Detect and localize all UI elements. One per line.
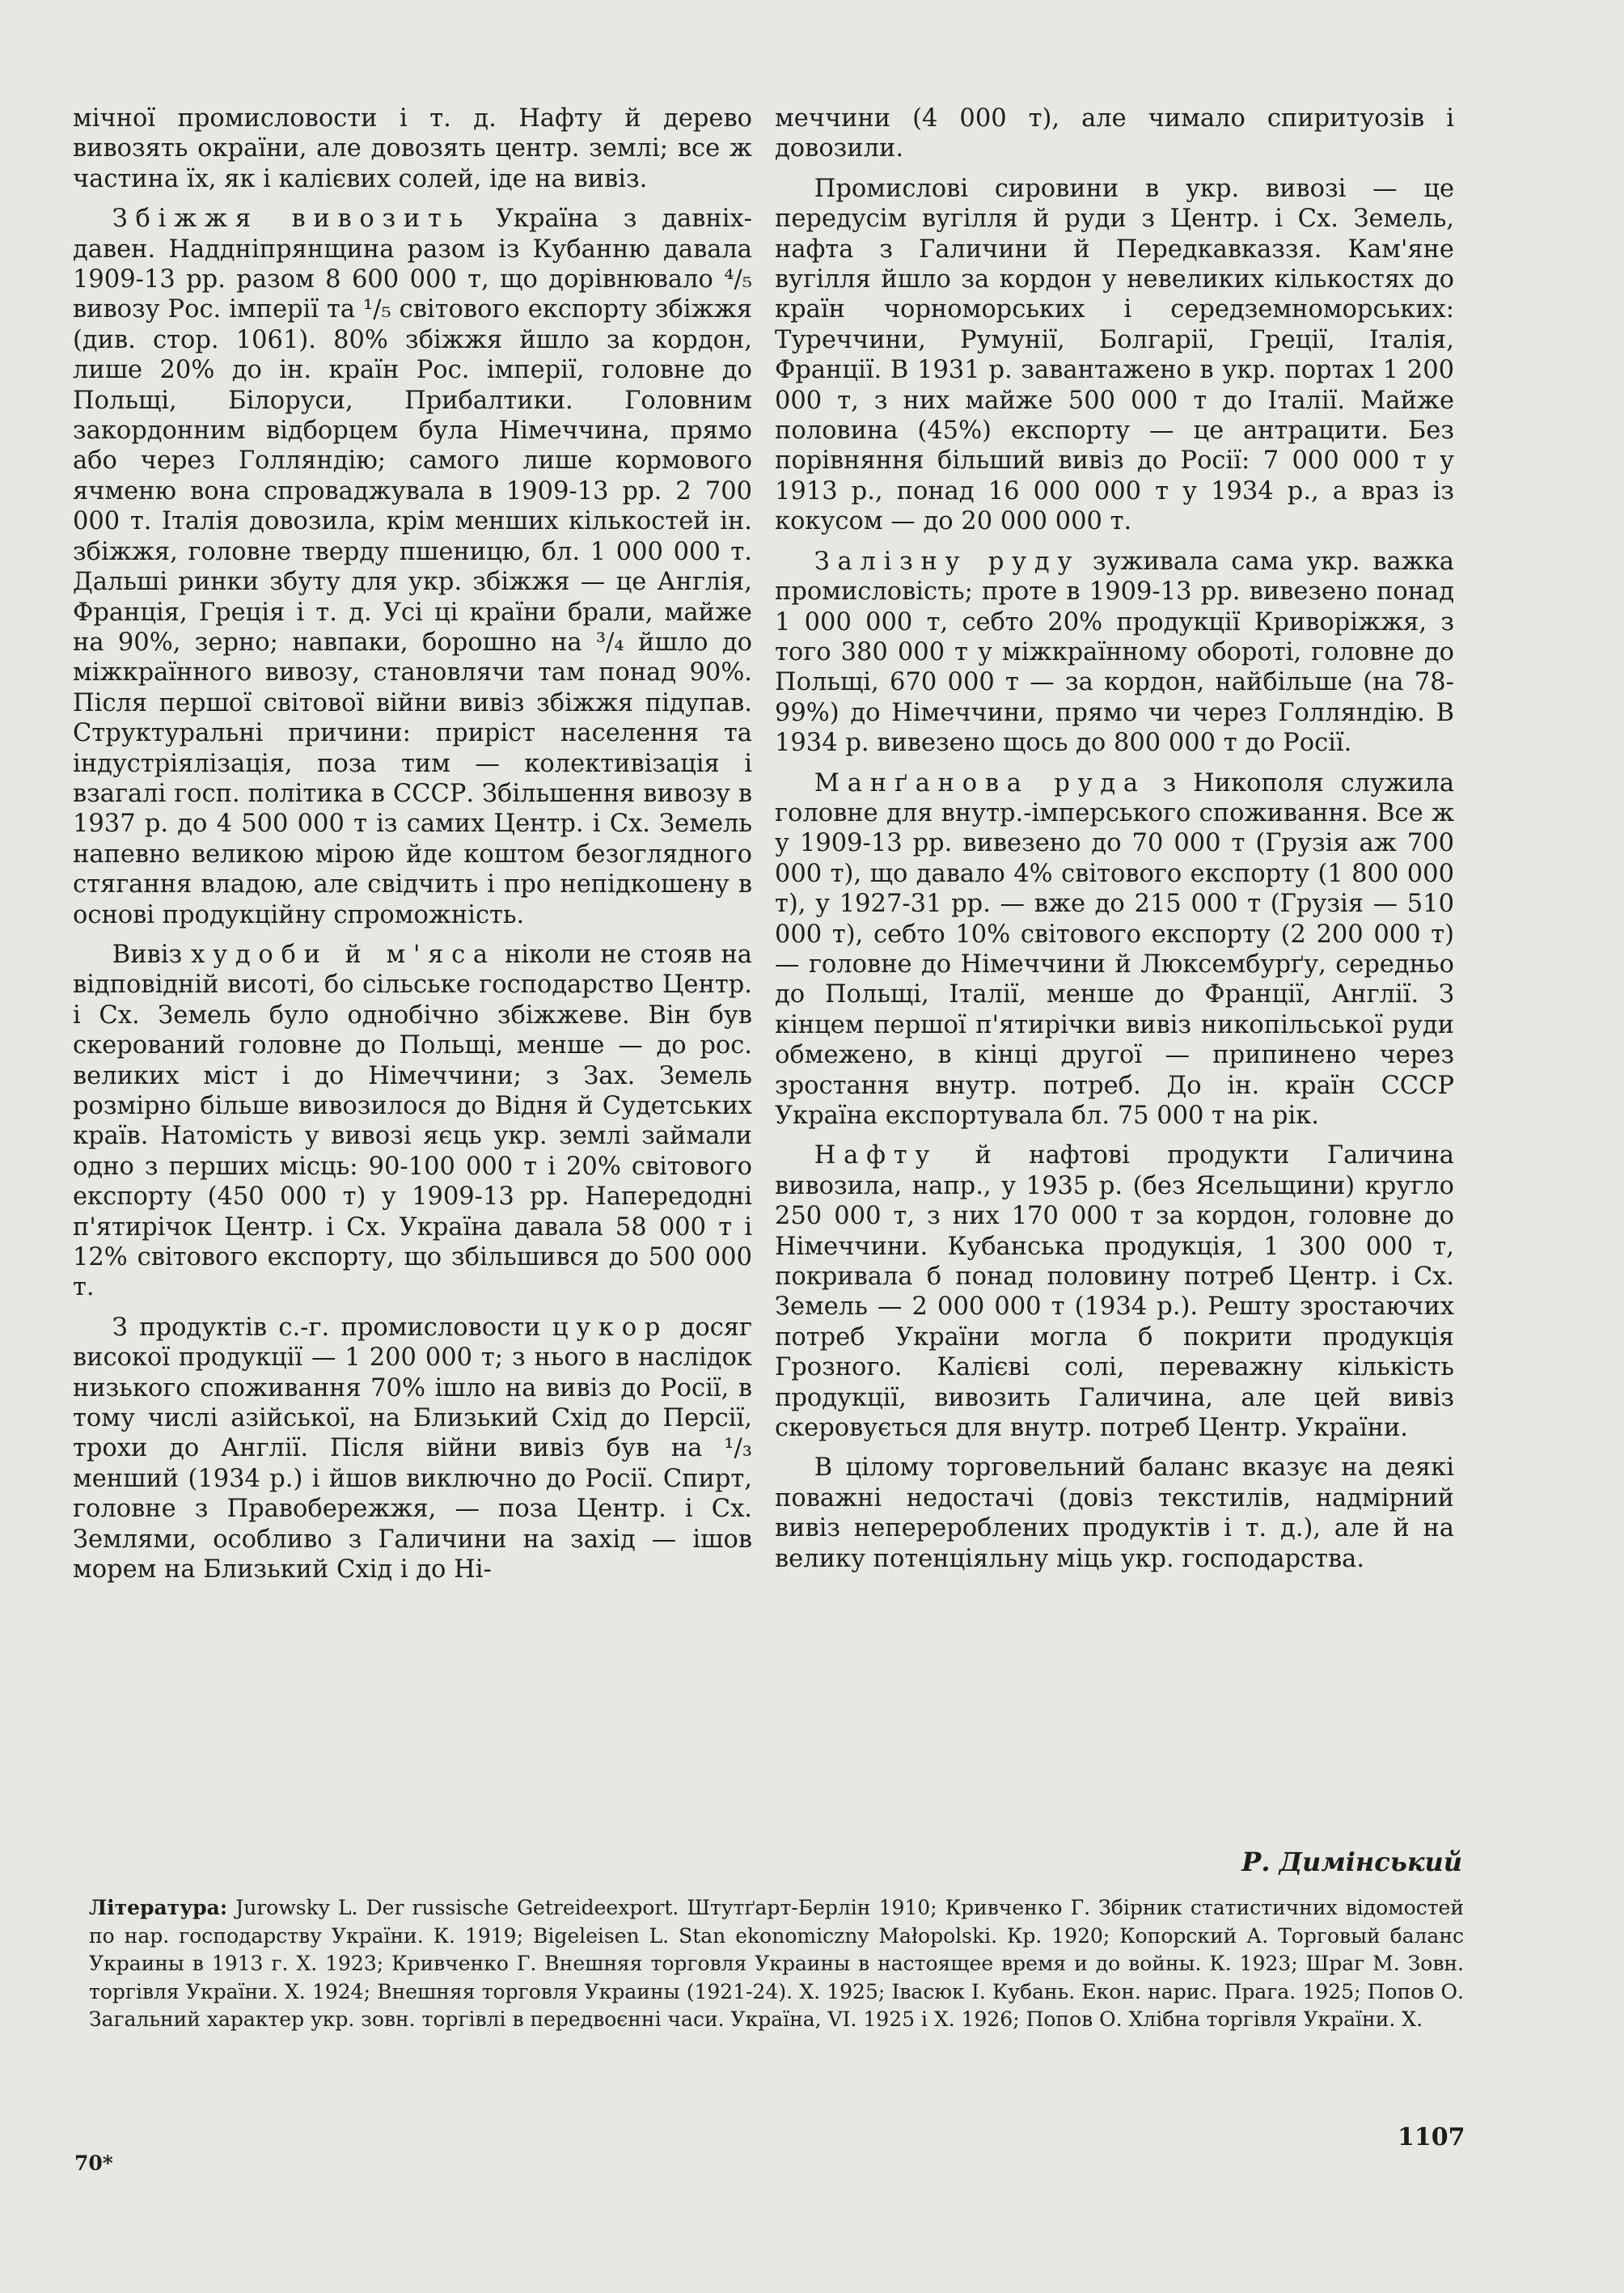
- paragraph: В цілому торговельний баланс вказує на деякі поважні недостачі (довіз текстилів, надмірний вивіз неперероблених продуктів і т. д.), але й на велику потенціяльну міць укр. господарства.: [775, 1453, 1454, 1573]
- spaced-term: Збіжжя вивозить: [112, 205, 471, 234]
- right-column: [775, 104, 1454, 1584]
- references-text: Jurowsky L. Der russische Getreideexport. Штутґарт-Берлін 1910; Кривченко Г. Збірник статистичних відомостей по нар. господарству України. К. 1919; Bigeleisen L. Stan ekonomiczny Małopolski. Кр. 1920; Копорский А. Торговый баланс Украины в 1913 г. Х. 1923; Кривченко Г. Внешняя торговля Украины в настоящее время и до войны. К. 1923; Шраг М. Зовн. торгівля України. Х. 1924; Внешняя торговля Украины (1921-24). Х. 1925; Івасюк І. Кубань. Екон. нарис. Прага. 1925; Попов О. Загальний характер укр. зовн. торгівлі в передвоєнні часи. Україна, VI. 1925 і Х. 1926; Попов О. Хлібна торгівля України. Х.: [89, 1896, 1465, 2032]
- left-column: [73, 104, 752, 1595]
- page-number: 1107: [1398, 2123, 1465, 2151]
- spaced-term: цукор: [552, 1313, 669, 1342]
- spaced-term: Манґанова руда: [814, 768, 1146, 797]
- paragraph: Манґанова руда з Никополя служила головне для внутр.-імперського споживання. Все ж у 1909-13 рр. вивезено до 70 000 т (Грузія аж 700 000 т), що давало 4% світового експорту (1 800 000 т), у 1927-31 рр. — вже до 215 000 т (Грузія — 510 000 т), себто 10% світового експорту (2 200 000 т) — головне до Німеччини й Люксембурґу, середньо до Польщі, Італії, менше до Франції, Англії. З кінцем першої п'ятирічки вивіз никопільської руди обмежено, в кінці другої — припинено через зростання внутр. потреб. До ін. країн СССР Україна експортувала бл. 75 000 т на рік.: [775, 768, 1455, 1130]
- author-signature: Р. Димінський: [1241, 1847, 1462, 1877]
- references: [89, 1894, 1464, 2034]
- spaced-term: Залізну руду: [814, 547, 1081, 576]
- spaced-term: Нафту: [814, 1141, 938, 1170]
- paragraph: Промислові сировини в укр. вивозі — це передусім вугілля й руди з Центр. і Сх. Земель, нафта з Галичини й Передкавказзя. Кам'яне вугілля йшло за кордон у невеликих кількостях до країн чорноморських і середземноморських: Туреччини, Румунії, Болгарії, Греції, Італія, Франції. В 1931 р. завантажено в укр. портах 1 200 000 т, з них майже 500 000 т до Італії. Майже половина (45%) експорту — це антрацити. Без порівняння більший вивіз до Росії: 7 000 000 т у 1913 р., понад 16 000 000 т у 1934 р., а враз із кокусом — до 20 000 000 т.: [775, 174, 1454, 536]
- paragraph: Залізну руду зуживала сама укр. важка промисловість; проте в 1909-13 рр. вивезено понад 1 000 000 т, себто 20% продукції Криворіжжя, з того 380 000 т у міжкраїнному обороті, головне до Польщі, 670 000 т — за кордон, найбільше (на 78-99%) до Німеччини, прямо чи через Голляндію. В 1934 р. вивезено щось до 800 000 т до Росії.: [775, 547, 1454, 758]
- paragraph: Нафту й нафтові продукти Галичина вивозила, напр., у 1935 р. (без Ясельщини) кругло 250 000 т, з них 170 000 т за кордон, головне до Німеччини. Кубанська продукція, 1 300 000 т, покривала б понад половину потреб Центр. і Сх. Земель — 2 000 000 т (1934 р.). Решту зростаючих потреб України могла б покрити продукція Грозного. Калієві солі, переважну кількість продукції, вивозить Галичина, але цей вивіз скеровується для внутр. потреб Центр. України.: [775, 1141, 1454, 1443]
- paragraph: Збіжжя вивозить Україна з давніх-давен. Наддніпрянщина разом із Кубанню давала 1909-13 рр. разом 8 600 000 т, що дорівнювало ⁴/₅ вивозу Рос. імперії та ¹/₅ світового експорту збіжжя (див. стор. 1061). 80% збіжжя йшло за кордон, лише 20% до ін. країн Рос. імперії, головне до Польщі, Білоруси, Прибалтики. Головним закордонним відборцем була Німеччина, прямо або через Голляндію; самого лише кормового ячменю вона спроваджувала в 1909-13 рр. 2 700 000 т. Італія довозила, крім менших кількостей ін. збіжжя, головне тверду пшеницю, бл. 1 000 000 т. Дальші ринки збуту для укр. збіжжя — це Англія, Франція, Греція і т. д. Усі ці країни брали, майже на 90%, зерно; навпаки, борошно на ³/₄ йшло до міжкраїнного вивозу, становлячи там понад 90%. Після першої світової війни вивіз збіжжя підупав. Структуральні причини: приріст населення та індустріялізація, поза тим — колективізація і взагалі госп. політика в СССР. Збільшення вивозу в 1937 р. до 4 500 000 т із самих Центр. і Сх. Земель напевно великою мірою йде коштом безоглядного стягання владою, але свідчить і про непідкошену в основі продукційну спроможність.: [73, 205, 752, 929]
- paragraph: мічної промисловости і т. д. Нафту й дерево вивозять окраїни, але довозять центр. землі; все ж частина їх, як і калієвих солей, іде на вивіз.: [73, 104, 752, 193]
- paragraph: З продуктів с.-г. промисловости цукор досяг високої продукції — 1 200 000 т; з нього в наслідок низького споживання 70% ішло на вивіз до Росії, в тому числі азійської, на Близький Схід до Персії, трохи до Англії. Після війни вивіз був на ¹/₃ менший (1934 р.) і йшов виключно до Росії. Спирт, головне з Правобережжя, — поза Центр. і Сх. Землями, особливо з Галичини на захід — ішов морем на Близький Схід і до Ні-: [73, 1313, 752, 1584]
- paragraph: меччини (4 000 т), але чимало спиритуозів і довозили.: [775, 104, 1454, 163]
- paragraph: Вивіз худоби й м'яса ніколи не стояв на відповідній висоті, бо сільське господарство Центр. і Сх. Земель було однобічно збіжжеве. Він був скерований головне до Польщі, менше — до рос. великих міст і до Німеччини; з Зах. Земель розмірно більше вивозилося до Відня й Судетських країв. Натомість у вивозі яєць укр. землі займали одно з перших місць: 90-100 000 т і 20% світового експорту (450 000 т) у 1909-13 рр. Напередодні п'ятирічок Центр. і Сх. Україна давала 58 000 т і 12% світового експорту, що збільшився до 500 000 т.: [73, 940, 752, 1302]
- references-label: Література:: [89, 1896, 228, 1919]
- signature-mark: 70*: [74, 2151, 113, 2175]
- spaced-term: худоби й м'яса: [191, 940, 496, 969]
